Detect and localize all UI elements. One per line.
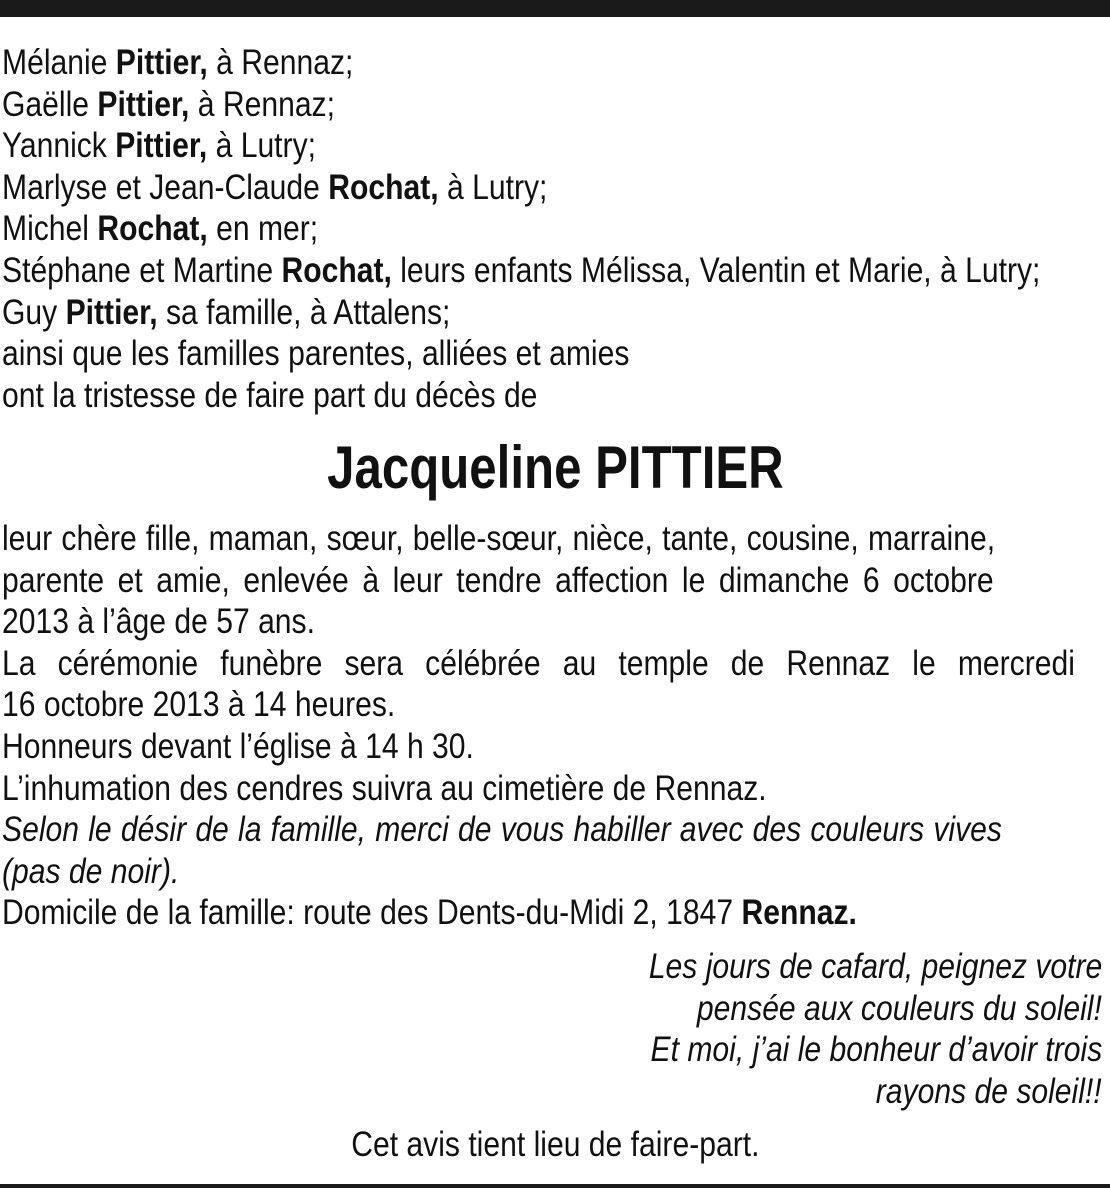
family-line [2, 208, 1108, 250]
family-surname: Rochat, [97, 209, 208, 249]
ceremony-line [2, 684, 1108, 726]
address-line [2, 892, 1108, 934]
family-surname: Pittier, [65, 292, 158, 332]
body-line [2, 601, 1108, 643]
family-surname: Pittier, [115, 43, 208, 82]
intro-text: ainsi que les familles parentes, alliées et amies [2, 334, 630, 374]
family-surname: Pittier, [115, 126, 208, 166]
quote-text: Les jours de cafard, peignez votre [648, 947, 1102, 986]
body-text: parente et amie, enlevée à leur tendre affection le dimanche 6 octobre [2, 560, 994, 600]
address-city: Rennaz. [741, 893, 857, 933]
family-first-names: Stéphane et Martine [2, 250, 274, 290]
closing-quote [402, 946, 1102, 1112]
family-line [2, 125, 1108, 167]
bottom-rule [0, 1184, 1110, 1188]
body-line [2, 560, 1108, 602]
family-location: sa famille, à Attalens; [165, 292, 451, 332]
closing-note [0, 1124, 1110, 1166]
ceremony-text: 16 octobre 2013 à 14 heures. [2, 685, 396, 725]
family-list [2, 42, 1108, 416]
quote-text: Et moi, j’ai le bonheur d’avoir trois [650, 1030, 1102, 1070]
body-line [2, 518, 1108, 560]
intro-line [2, 375, 1108, 417]
ceremony-text: La cérémonie funèbre sera célébrée au temple de Rennaz le mercredi [2, 643, 1075, 683]
family-line [2, 167, 1108, 209]
family-first-names: Yannick [2, 126, 107, 166]
family-line [2, 250, 1108, 292]
burial-text: L’inhumation des cendres suivra au cimetière de Rennaz. [2, 768, 767, 808]
body-text: leur chère fille, maman, sœur, belle-sœur, nièce, tante, cousine, marraine, [2, 519, 996, 558]
family-location: à Lutry; [215, 126, 316, 166]
family-first-names: Marlyse et Jean-Claude [2, 167, 320, 207]
family-surname: Rochat, [281, 250, 392, 290]
intro-line [2, 333, 1108, 375]
family-first-names: Guy [2, 292, 58, 332]
family-line [2, 42, 1108, 84]
family-first-names: Mélanie [2, 43, 108, 82]
ceremony-line [2, 643, 1108, 685]
quote-text: pensée aux couleurs du soleil! [697, 988, 1102, 1028]
quote-line [402, 1071, 1102, 1113]
dress-request-text: (pas de noir). [2, 851, 180, 891]
intro-text: ont la tristesse de faire part du décès de [2, 375, 538, 415]
family-first-names: Gaëlle [2, 84, 90, 124]
top-rule [0, 0, 1110, 17]
family-location: à Rennaz; [197, 84, 335, 124]
family-line [2, 84, 1108, 126]
closing-text: Cet avis tient lieu de faire-part. [350, 1125, 760, 1164]
quote-line [402, 1029, 1102, 1071]
deceased-name: Jacqueline PITTIER [326, 434, 784, 501]
burial-line [2, 768, 1108, 810]
dress-request-line [2, 851, 1108, 893]
notice-body [2, 518, 1108, 934]
family-surname: Pittier, [97, 84, 190, 124]
address-text: Domicile de la famille: route des Dents-du-Midi 2, 1847 [2, 893, 734, 933]
family-first-names: Michel [2, 209, 89, 249]
dress-request-line [2, 809, 1108, 851]
quote-line [402, 988, 1102, 1030]
honours-line [2, 726, 1108, 768]
quote-line [402, 946, 1102, 988]
quote-text: rayons de soleil!! [876, 1071, 1102, 1111]
family-location: à Lutry; [447, 167, 548, 207]
honours-text: Honneurs devant l’église à 14 h 30. [2, 726, 474, 766]
family-location: leurs enfants Mélissa, Valentin et Marie, à Lutry; [400, 250, 1041, 290]
family-location: à Rennaz; [216, 43, 354, 82]
deceased-name-heading [0, 428, 1110, 508]
family-location: en mer; [216, 209, 319, 249]
body-text: 2013 à l’âge de 57 ans. [2, 602, 315, 642]
family-line [2, 292, 1108, 334]
dress-request-text: Selon le désir de la famille, merci de vous habiller avec des couleurs vives [2, 810, 1002, 850]
family-surname: Rochat, [328, 167, 439, 207]
